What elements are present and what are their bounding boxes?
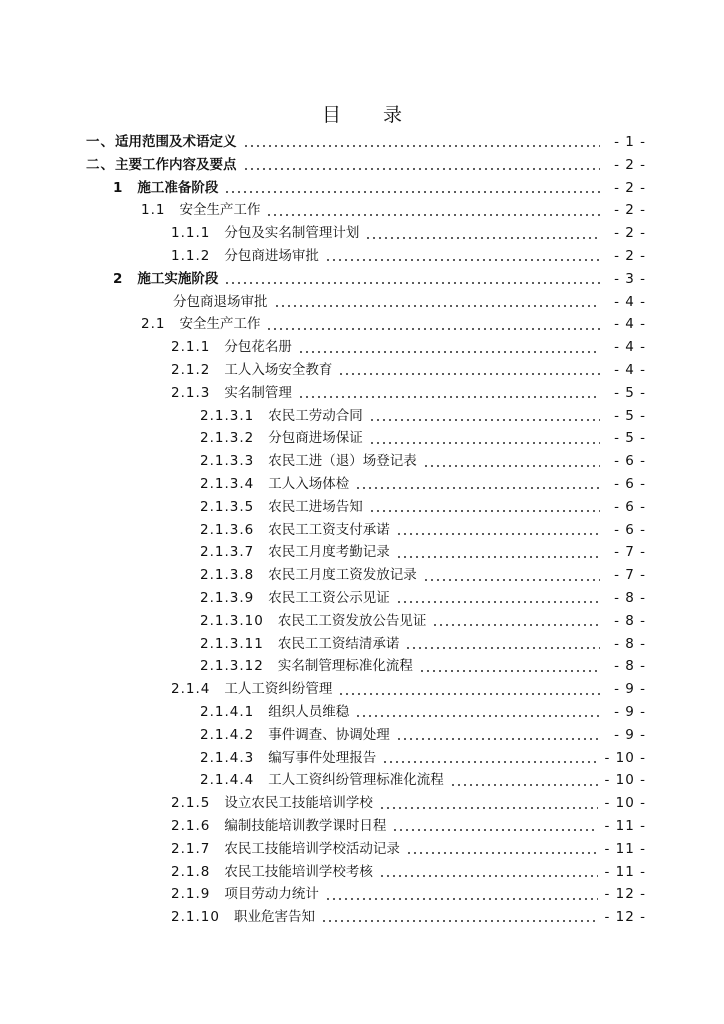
toc-entry-title: 农民工技能培训学校活动记录 bbox=[224, 840, 400, 857]
toc-entry-number: 2.1.2 bbox=[171, 361, 211, 378]
toc-entry-number: 2.1.4 bbox=[171, 681, 211, 698]
toc-entry-title: 农民工工资公示见证 bbox=[268, 589, 390, 606]
dot-leader bbox=[369, 442, 600, 444]
toc-entry-page-number: - 12 - bbox=[604, 909, 646, 926]
toc-entry-page-number: - 4 - bbox=[614, 361, 646, 378]
toc-entry-title: 分包花名册 bbox=[224, 339, 292, 356]
dot-leader bbox=[355, 715, 600, 717]
toc-entry-title: 设立农民工技能培训学校 bbox=[224, 795, 373, 812]
toc-entry-title: 项目劳动力统计 bbox=[224, 886, 319, 903]
toc-entry-page-number: - 11 - bbox=[604, 817, 646, 834]
toc-entry-page-number: - 10 - bbox=[604, 749, 646, 766]
dot-leader bbox=[423, 579, 600, 581]
toc-entry-title: 安全生产工作 bbox=[179, 202, 261, 219]
toc-entry-title: 工人入场安全教育 bbox=[224, 361, 333, 378]
toc-entry-title: 事件调查、协调处理 bbox=[268, 726, 390, 743]
dot-leader bbox=[298, 396, 600, 398]
toc-entry-number: 1.1 bbox=[141, 202, 166, 219]
dot-leader bbox=[365, 237, 600, 239]
toc-entry-title: 工人入场体检 bbox=[268, 475, 350, 492]
toc-entry-number: 2.1.4.3 bbox=[200, 749, 255, 766]
toc-entry-number: 2.1.3.7 bbox=[200, 544, 255, 561]
toc-entry-page-number: - 2 - bbox=[614, 247, 646, 264]
toc-entry[interactable] bbox=[0, 450, 724, 473]
toc-entry-page-number: - 2 - bbox=[614, 202, 646, 219]
toc-entry[interactable] bbox=[0, 291, 724, 314]
toc-entry-number: 2.1.4.2 bbox=[200, 726, 255, 743]
toc-entry-number: 2.1.6 bbox=[171, 817, 211, 834]
dot-leader bbox=[274, 305, 601, 307]
toc-entry[interactable] bbox=[0, 222, 724, 245]
dot-leader bbox=[406, 852, 599, 854]
toc-entry-title: 分包商进场保证 bbox=[268, 430, 363, 447]
dot-leader bbox=[369, 419, 600, 421]
toc-entry[interactable] bbox=[0, 724, 724, 747]
toc-entry[interactable] bbox=[0, 541, 724, 564]
toc-entry-title: 主要工作内容及要点 bbox=[115, 156, 237, 173]
toc-entry-title: 职业危害告知 bbox=[233, 909, 315, 926]
toc-entry-number: 2.1.3.12 bbox=[200, 658, 264, 675]
toc-entry-page-number: - 7 - bbox=[614, 544, 646, 561]
toc-entry-number: 2.1.7 bbox=[171, 840, 211, 857]
dot-leader bbox=[379, 807, 599, 809]
dot-leader bbox=[355, 487, 600, 489]
toc-entry-number: 1.1.1 bbox=[171, 225, 211, 242]
toc-entry-title: 工人工资纠纷管理标准化流程 bbox=[268, 772, 444, 789]
toc-entry-number: 2.1 bbox=[141, 316, 166, 333]
dot-leader bbox=[392, 829, 598, 831]
toc-entry-title: 分包商进场审批 bbox=[224, 247, 319, 264]
dot-leader bbox=[432, 624, 600, 626]
toc-entry-page-number: - 11 - bbox=[604, 840, 646, 857]
toc-entry-number: 2.1.1 bbox=[171, 339, 211, 356]
toc-entry-title: 编制技能培训教学课时日程 bbox=[224, 817, 387, 834]
toc-entry-page-number: - 12 - bbox=[604, 886, 646, 903]
toc-entry-page-number: - 3 - bbox=[614, 270, 646, 287]
toc-entry[interactable] bbox=[0, 701, 724, 724]
toc-entry-number: 2.1.3.5 bbox=[200, 498, 255, 515]
toc-entry-title: 实名制管理 bbox=[224, 384, 292, 401]
toc-entry-page-number: - 6 - bbox=[614, 453, 646, 470]
toc-entry[interactable] bbox=[0, 382, 724, 405]
toc-entry-page-number: - 5 - bbox=[614, 430, 646, 447]
dot-leader bbox=[396, 556, 600, 558]
table-of-contents bbox=[0, 131, 724, 929]
toc-entry-number: 2.1.3.6 bbox=[200, 521, 255, 538]
toc-entry-page-number: - 7 - bbox=[614, 567, 646, 584]
toc-entry[interactable] bbox=[0, 633, 724, 656]
toc-entry[interactable] bbox=[0, 883, 724, 906]
toc-entry-title: 分包及实名制管理计划 bbox=[224, 225, 360, 242]
toc-entry-page-number: - 9 - bbox=[614, 703, 646, 720]
toc-entry-title: 农民工进（退）场登记表 bbox=[268, 453, 417, 470]
toc-entry[interactable] bbox=[0, 564, 724, 587]
toc-entry-page-number: - 9 - bbox=[614, 681, 646, 698]
toc-entry[interactable] bbox=[0, 199, 724, 222]
toc-entry[interactable] bbox=[0, 177, 724, 200]
toc-entry[interactable] bbox=[0, 473, 724, 496]
toc-entry-title: 工人工资纠纷管理 bbox=[224, 681, 333, 698]
toc-entry[interactable] bbox=[0, 268, 724, 291]
toc-entry-page-number: - 2 - bbox=[614, 179, 646, 196]
dot-leader bbox=[419, 670, 600, 672]
toc-entry-number: 2.1.3.8 bbox=[200, 567, 255, 584]
toc-entry-page-number: - 4 - bbox=[614, 339, 646, 356]
toc-entry[interactable] bbox=[0, 906, 724, 929]
toc-entry-title: 施工准备阶段 bbox=[137, 179, 219, 196]
page-title: 目 录 bbox=[321, 104, 421, 126]
toc-entry-page-number: - 8 - bbox=[614, 589, 646, 606]
toc-entry[interactable] bbox=[0, 405, 724, 428]
toc-entry[interactable] bbox=[0, 154, 724, 177]
toc-entry-number: 2.1.3 bbox=[171, 384, 211, 401]
dot-leader bbox=[325, 898, 599, 900]
toc-entry-number: 一、 bbox=[86, 134, 115, 150]
toc-entry-page-number: - 4 - bbox=[614, 316, 646, 333]
toc-entry-number: 2.1.3.11 bbox=[200, 635, 264, 652]
toc-entry-number: 2.1.3.2 bbox=[200, 430, 255, 447]
toc-entry-page-number: - 6 - bbox=[614, 475, 646, 492]
toc-entry-title: 分包商退场审批 bbox=[173, 293, 268, 310]
toc-entry-title: 组织人员维稳 bbox=[268, 703, 350, 720]
toc-entry[interactable] bbox=[0, 769, 724, 792]
toc-entry[interactable] bbox=[0, 655, 724, 678]
toc-entry-title: 农民工进场告知 bbox=[268, 498, 363, 515]
toc-entry-number: 2.1.3.4 bbox=[200, 475, 255, 492]
toc-entry-title: 实名制管理标准化流程 bbox=[277, 658, 413, 675]
toc-entry[interactable] bbox=[0, 313, 724, 336]
toc-entry-title: 农民工月度考勤记录 bbox=[268, 544, 390, 561]
toc-entry-page-number: - 2 - bbox=[614, 225, 646, 242]
toc-entry-number: 1.1.2 bbox=[171, 247, 211, 264]
dot-leader bbox=[396, 533, 600, 535]
toc-entry-title: 农民工技能培训学校考核 bbox=[224, 863, 373, 880]
toc-entry[interactable] bbox=[0, 815, 724, 838]
toc-entry-number: 2.1.9 bbox=[171, 886, 211, 903]
toc-entry[interactable] bbox=[0, 587, 724, 610]
toc-entry-title: 农民工工资发放公告见证 bbox=[277, 612, 427, 629]
dot-leader bbox=[369, 510, 600, 512]
toc-entry[interactable] bbox=[0, 792, 724, 815]
toc-entry-number: 2.1.3.10 bbox=[200, 612, 264, 629]
toc-entry-page-number: - 11 - bbox=[604, 863, 646, 880]
toc-entry[interactable] bbox=[0, 245, 724, 268]
toc-entry-title: 农民工劳动合同 bbox=[268, 407, 363, 424]
dot-leader bbox=[243, 145, 601, 147]
toc-entry-page-number: - 10 - bbox=[604, 795, 646, 812]
toc-entry-page-number: - 8 - bbox=[614, 612, 646, 629]
toc-entry-number: 2.1.3.3 bbox=[200, 453, 255, 470]
toc-entry-title: 施工实施阶段 bbox=[137, 270, 219, 287]
toc-entry-page-number: - 5 - bbox=[614, 384, 646, 401]
toc-entry-title: 编写事件处理报告 bbox=[268, 749, 377, 766]
dot-leader bbox=[423, 465, 600, 467]
toc-entry[interactable] bbox=[0, 838, 724, 861]
dot-leader bbox=[450, 784, 599, 786]
dot-leader bbox=[338, 373, 600, 375]
dot-leader bbox=[243, 168, 601, 170]
toc-entry[interactable] bbox=[0, 747, 724, 770]
toc-entry-page-number: - 6 - bbox=[614, 521, 646, 538]
toc-entry-number: 2.1.4.4 bbox=[200, 772, 255, 789]
toc-entry[interactable] bbox=[0, 336, 724, 359]
toc-entry-page-number: - 1 - bbox=[614, 134, 646, 150]
toc-entry-title: 农民工工资支付承诺 bbox=[268, 521, 390, 538]
dot-leader bbox=[396, 601, 600, 603]
toc-entry[interactable] bbox=[0, 359, 724, 382]
toc-entry[interactable] bbox=[0, 678, 724, 701]
toc-entry-page-number: - 9 - bbox=[614, 726, 646, 743]
dot-leader bbox=[405, 647, 600, 649]
toc-entry-number: 2.1.10 bbox=[171, 909, 220, 926]
toc-entry-number: 2 bbox=[113, 270, 124, 287]
dot-leader bbox=[224, 282, 600, 284]
toc-entry-title: 适用范围及术语定义 bbox=[115, 134, 237, 150]
toc-entry[interactable] bbox=[0, 861, 724, 884]
toc-entry-number: 2.1.4.1 bbox=[200, 703, 255, 720]
dot-leader bbox=[382, 761, 598, 763]
toc-entry[interactable] bbox=[0, 427, 724, 450]
toc-entry-page-number: - 8 - bbox=[614, 635, 646, 652]
toc-entry-number: 2.1.3.1 bbox=[200, 407, 255, 424]
toc-entry[interactable] bbox=[0, 131, 724, 154]
toc-entry-page-number: - 6 - bbox=[614, 498, 646, 515]
dot-leader bbox=[379, 875, 599, 877]
dot-leader bbox=[224, 191, 600, 193]
dot-leader bbox=[321, 920, 599, 922]
toc-entry-page-number: - 4 - bbox=[614, 293, 646, 310]
toc-entry-title: 农民工月度工资发放记录 bbox=[268, 567, 417, 584]
toc-entry-number: 二、 bbox=[86, 156, 115, 173]
dot-leader bbox=[298, 351, 600, 353]
dot-leader bbox=[396, 738, 600, 740]
dot-leader bbox=[325, 259, 600, 261]
toc-entry-page-number: - 2 - bbox=[614, 156, 646, 173]
toc-entry-title: 农民工工资结清承诺 bbox=[277, 635, 400, 652]
dot-leader bbox=[266, 214, 600, 216]
toc-entry-number: 1 bbox=[113, 179, 124, 196]
toc-entry-page-number: - 8 - bbox=[614, 658, 646, 675]
toc-entry-number: 2.1.3.9 bbox=[200, 589, 255, 606]
toc-entry-page-number: - 5 - bbox=[614, 407, 646, 424]
toc-entry-number: 2.1.5 bbox=[171, 795, 211, 812]
toc-entry[interactable] bbox=[0, 610, 724, 633]
toc-entry-page-number: - 10 - bbox=[604, 772, 646, 789]
dot-leader bbox=[266, 328, 600, 330]
toc-entry-number: 2.1.8 bbox=[171, 863, 211, 880]
dot-leader bbox=[338, 693, 600, 695]
toc-entry[interactable] bbox=[0, 496, 724, 519]
toc-entry-title: 安全生产工作 bbox=[179, 316, 261, 333]
toc-entry[interactable] bbox=[0, 519, 724, 542]
